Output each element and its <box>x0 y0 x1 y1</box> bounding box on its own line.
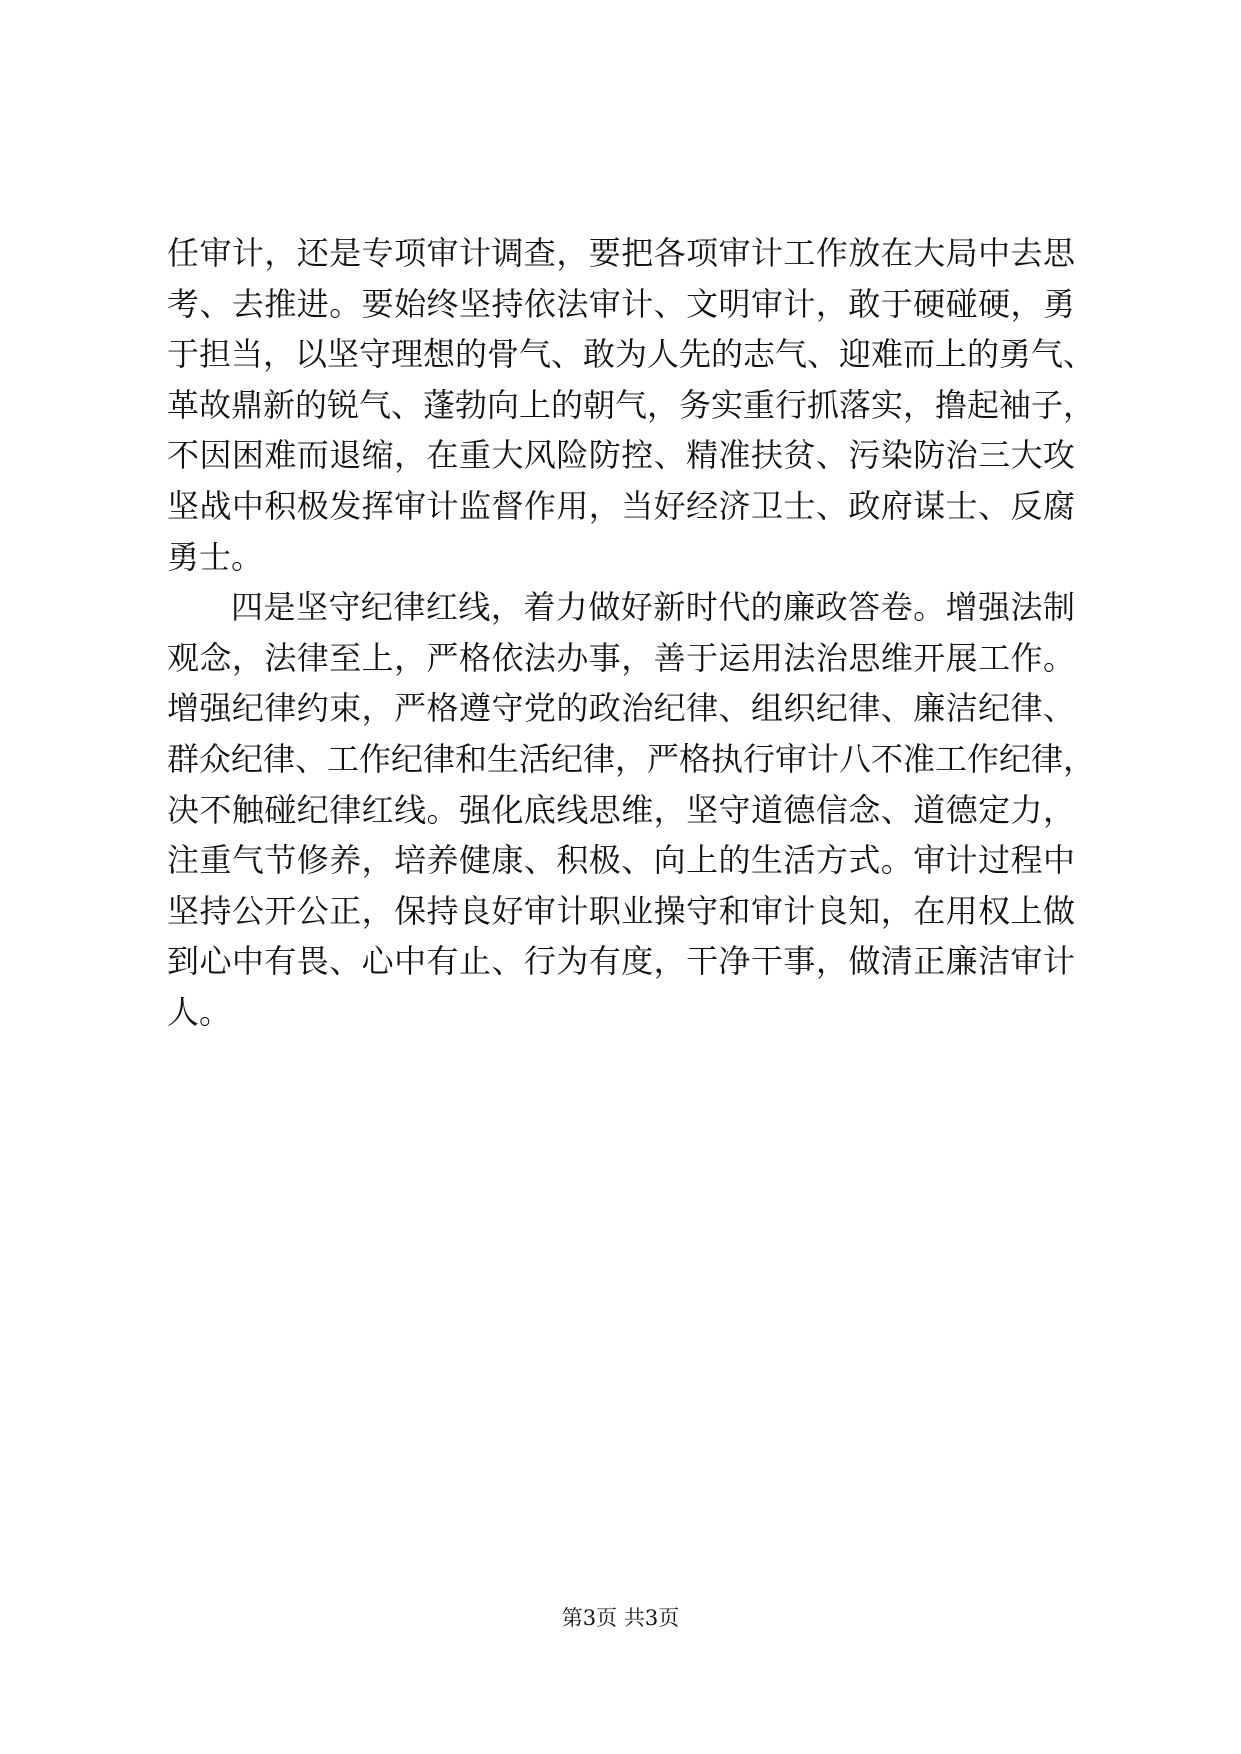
paragraph-continued <box>167 228 1096 582</box>
text-line: 决不触碰纪律红线。强化底线思维，坚守道德信念、道德定力， <box>167 790 1075 829</box>
page-number: 第3页 共3页 <box>561 1606 680 1630</box>
text-line: 注重气节修养，培养健康、积极、向上的生活方式。审计过程中 <box>167 841 1075 880</box>
text-line: 坚战中积极发挥审计监督作用，当好经济卫士、政府谋士、反腐 <box>167 486 1075 525</box>
text-line: 人。 <box>167 992 232 1031</box>
paragraph-four <box>167 582 1096 1037</box>
text-line: 观念，法律至上，严格依法办事，善于运用法治思维开展工作。 <box>167 638 1075 677</box>
text-line: 革故鼎新的锐气、蓬勃向上的朝气，务实重行抓落实，撸起袖子， <box>167 385 1096 424</box>
body-text <box>167 228 1096 1038</box>
text-line: 考、去推进。要始终坚持依法审计、文明审计，敢于硬碰硬，勇 <box>167 284 1075 323</box>
text-line: 群众纪律、工作纪律和生活纪律，严格执行审计八不准工作纪律， <box>167 739 1096 778</box>
page-footer <box>0 1604 1241 1632</box>
text-line: 于担当，以坚守理想的骨气、敢为人先的志气、迎难而上的勇气、 <box>167 335 1096 374</box>
text-line: 勇士。 <box>167 537 264 576</box>
text-line: 不因困难而退缩，在重大风险防控、精准扶贫、污染防治三大攻 <box>167 436 1075 475</box>
text-line: 增强纪律约束，严格遵守党的政治纪律、组织纪律、廉洁纪律、 <box>167 689 1075 728</box>
text-line: 四是坚守纪律红线，着力做好新时代的廉政答卷。增强法制 <box>231 588 1075 627</box>
text-line: 任审计，还是专项审计调查，要把各项审计工作放在大局中去思 <box>167 234 1075 272</box>
text-line: 到心中有畏、心中有止、行为有度，干净干事，做清正廉洁审计 <box>167 942 1075 981</box>
text-line: 坚持公开公正，保持良好审计职业操守和审计良知，在用权上做 <box>167 891 1075 930</box>
